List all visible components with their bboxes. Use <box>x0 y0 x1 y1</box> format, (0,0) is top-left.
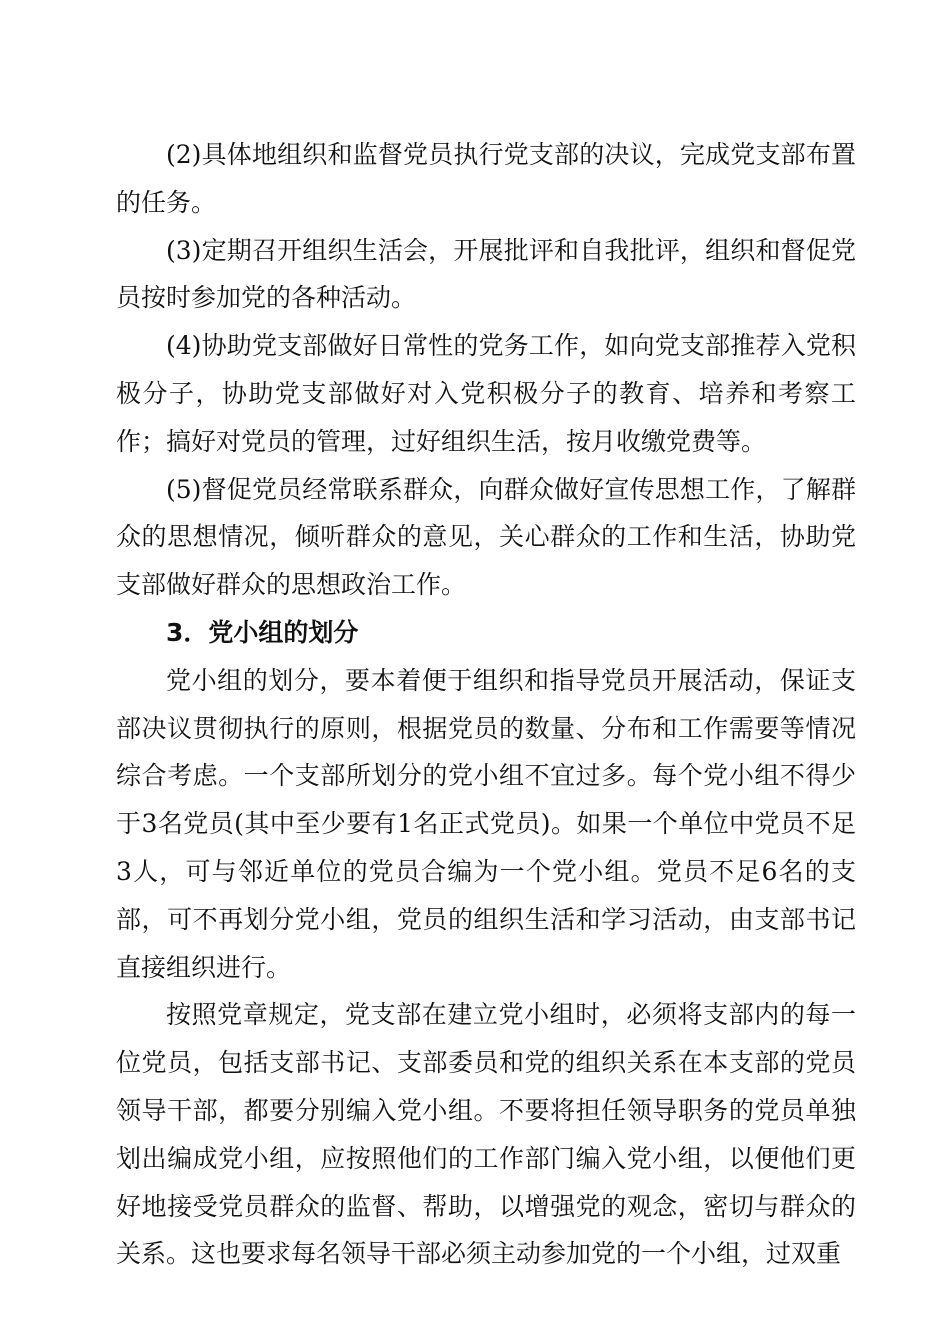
paragraph-group-division: 党小组的划分，要本着便于组织和指导党员开展活动，保证支部决议贯彻执行的原则，根据党员的数量、分布和工作需要等情况综合考虑。一个支部所划分的党小组不宜过多。每个党小组不得少于3名党员(其中至少要有1名正式党员)。如果一个单位中党员不足3人，可与邻近单位的党员合编为一个党小组。党员不足6名的支部，可不再划分党小组，党员的组织生活和学习活动，由支部书记直接组织进行。 <box>116 665 856 982</box>
paragraph-duty-3: (3)定期召开组织生活会，开展批评和自我批评，组织和督促党员按时参加党的各种活动。 <box>116 235 856 313</box>
document-body <box>116 131 856 1278</box>
paragraph-duty-2: (2)具体地组织和监督党员执行党支部的决议，完成党支部布置的任务。 <box>116 140 856 217</box>
paragraph-duty-5: (5)督促党员经常联系群众，向群众做好宣传思想工作，了解群众的思想情况，倾听群众的意见，关心群众的工作和生活，协助党支部做好群众的思想政治工作。 <box>116 474 856 600</box>
paragraph-party-constitution: 按照党章规定，党支部在建立党小组时，必须将支部内的每一位党员，包括支部书记、支部委员和党的组织关系在本支部的党员领导干部，都要分别编入党小组。不要将担任领导职务的党员单独划出编成党小组，应按照他们的工作部门编入党小组，以便他们更好地接受党员群众的监督、帮助，以增强党的观念，密切与群众的关系。这也要求每名领导干部必须主动参加党的一个小组，过双重 <box>116 1000 856 1269</box>
paragraph-duty-4: (4)协助党支部做好日常性的党务工作，如向党支部推荐入党积极分子，协助党支部做好对入党积极分子的教育、培养和考察工作；搞好对党员的管理，过好组织生活，按月收缴党费等。 <box>116 331 856 456</box>
section-heading: 3．党小组的划分 <box>166 617 359 647</box>
